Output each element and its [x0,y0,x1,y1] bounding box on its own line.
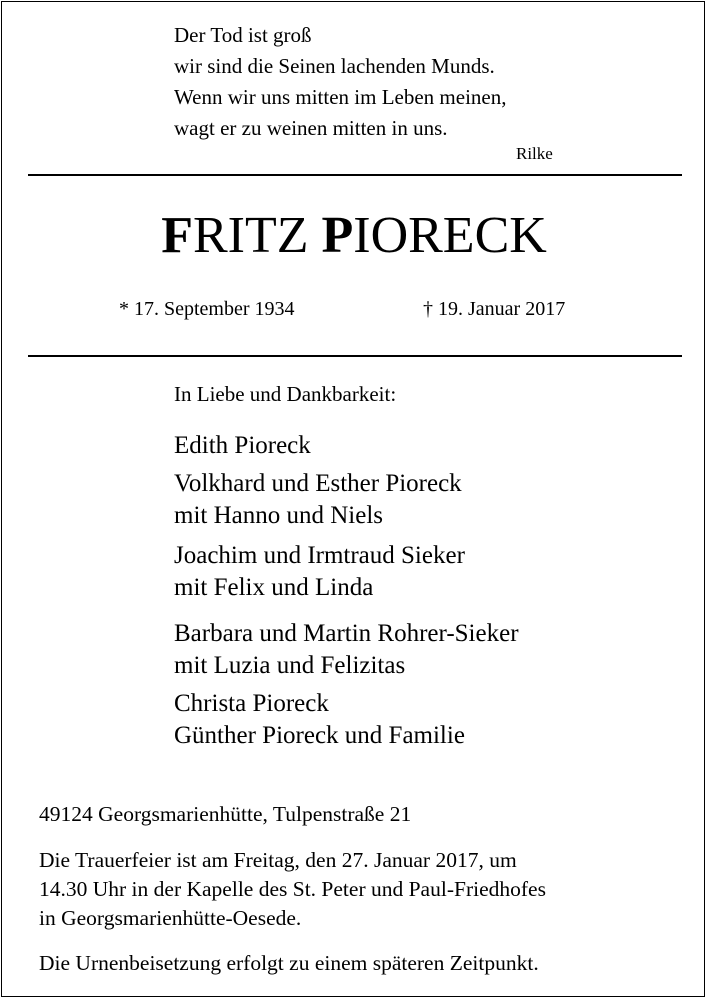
first-name-initial: F [161,207,193,264]
mourner-group [174,430,311,462]
urn-note: Die Urnenbeisetzung erfolgt zu einem späteren Zeitpunkt. [39,951,539,975]
last-name-rest: IORECK [353,207,547,264]
first-name-rest: RITZ [192,207,309,264]
divider-top [28,174,682,176]
mourner-line: mit Hanno und Niels [174,502,384,529]
poem [174,20,506,144]
mourner-line: Barbara und Martin Rohrer-Sieker [174,620,519,647]
mourner-group [174,468,462,532]
mourner-line: mit Luzia und Felizitas [174,652,406,679]
address: 49124 Georgsmarienhütte, Tulpenstraße 21 [39,802,412,826]
mourner-line: Volkhard und Esther Pioreck [174,470,462,497]
mourners-intro: In Liebe und Dankbarkeit: [174,382,397,406]
death-date: † 19. Januar 2017 [423,298,566,320]
mourner-group [174,540,465,604]
funeral-line: Die Trauerfeier ist am Freitag, den 27. Januar 2017, um [39,848,517,872]
poem-author: Rilke [516,144,553,163]
mourner-line: Joachim und Irmtraud Sieker [174,542,465,569]
mourner-line: mit Felix und Linda [174,574,374,601]
mourner-group [174,618,519,682]
last-name-initial: P [321,207,354,264]
funeral-details [39,846,546,933]
deceased-name [0,206,708,266]
funeral-line: 14.30 Uhr in der Kapelle des St. Peter und Paul-Friedhofes [39,877,546,901]
poem-line: Der Tod ist groß [174,23,312,47]
mourner-group [174,688,465,752]
poem-line: Wenn wir uns mitten im Leben meinen, [174,85,507,109]
mourner-line: Günther Pioreck und Familie [174,722,465,749]
divider-bottom [28,355,682,357]
mourner-line: Christa Pioreck [174,690,329,717]
funeral-line: in Georgsmarienhütte-Oesede. [39,906,302,930]
mourner-line: Edith Pioreck [174,432,311,459]
poem-line: wir sind die Seinen lachenden Munds. [174,54,495,78]
birth-date: * 17. September 1934 [119,298,295,320]
poem-line: wagt er zu weinen mitten in uns. [174,116,448,140]
